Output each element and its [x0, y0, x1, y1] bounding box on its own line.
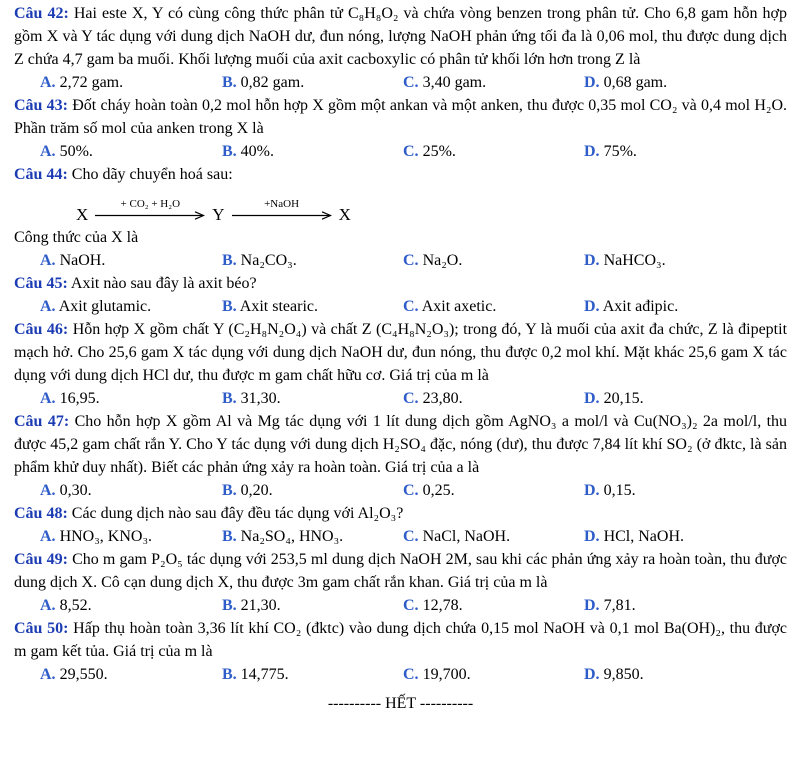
end-marker: ---------- HẾT ---------- [327, 695, 474, 712]
option-letter: A. [40, 528, 56, 545]
option-d [584, 525, 787, 548]
option-b [222, 479, 403, 502]
question-body: Các dung dịch nào sau đây đều tác dụng với Al₂O₃? [71, 505, 404, 522]
question-46 [14, 318, 787, 410]
question-label: Câu 45: [14, 275, 68, 292]
option-letter: D. [584, 143, 600, 160]
option-letter: B. [222, 597, 237, 614]
option-c [403, 663, 584, 686]
option-a [40, 594, 222, 617]
question-paragraph [14, 163, 787, 186]
option-letter: A. [40, 143, 56, 160]
option-c [403, 594, 584, 617]
scheme-species-x2: X [338, 205, 351, 224]
option-text: NaOH. [59, 252, 106, 269]
option-text: 50%. [59, 143, 93, 160]
option-a [40, 663, 222, 686]
question-48 [14, 502, 787, 548]
question-47 [14, 410, 787, 502]
option-letter: B. [222, 298, 237, 315]
question-label: Câu 42: [14, 5, 69, 22]
option-text: 19,700. [422, 666, 471, 683]
options-row [14, 387, 787, 410]
option-text: 75%. [603, 143, 637, 160]
option-a [40, 71, 222, 94]
option-text: 31,30. [240, 390, 281, 407]
right-arrow-icon [95, 211, 205, 220]
options-row [14, 525, 787, 548]
question-body: Cho m gam P₂O₅ tác dụng với 253,5 ml dung dịch NaOH 2M, sau khi các phản ứng xảy ra hoàn toàn, thu được dung dịch X. Cô cạn dung dịch X, thu được 3m gam chất rắn khan. Giá trị của m là [14, 551, 788, 591]
option-text: Na₂CO₃. [240, 252, 297, 269]
question-body: Đốt cháy hoàn toàn 0,2 mol hỗn hợp X gồm một ankan và một anken, thu được 0,35 mol CO₂ và 0,4 mol H₂O. Phần trăm số mol của anken trong X là [14, 97, 788, 137]
option-letter: D. [584, 298, 600, 315]
options-row [14, 249, 787, 272]
option-d [584, 594, 787, 617]
option-b [222, 663, 403, 686]
option-letter: A. [40, 252, 56, 269]
option-letter: D. [584, 482, 600, 499]
reaction-scheme [14, 186, 787, 226]
arrow-reagents-label: +NaOH [264, 198, 300, 210]
options-row [14, 594, 787, 617]
question-body: Hai este X, Y có cùng công thức phân tử C₈H₈O₂ và chứa vòng benzen trong phân tử. Cho 6,8 gam hỗn hợp gồm X và Y tác dụng với dung dịch NaOH dư, đun nóng, lượng NaOH phản ứng tối đa là 0,06 mol, thu được dung dịch Z chứa 4,7 gam ba muối. Khối lượng muối của axit cacboxylic có phân tử khối lớn hơn trong Z là [14, 5, 788, 68]
option-c [403, 387, 584, 410]
option-a [40, 479, 222, 502]
option-d [584, 71, 787, 94]
option-d [584, 249, 787, 272]
question-body: Hấp thụ hoàn toàn 3,36 lít khí CO₂ (đktc) vào dung dịch chứa 0,15 mol NaOH và 0,1 mol Ba(OH)₂, thu được m gam kết tủa. Giá trị của m là [14, 620, 788, 660]
question-body: Cho hỗn hợp X gồm Al và Mg tác dụng với 1 lít dung dịch gồm AgNO₃ a mol/l và Cu(NO₃)₂ 2a mol/l, thu được 45,2 gam chất rắn Y. Cho Y tác dụng với dung dịch H₂SO₄ đặc, nóng (dư), thu được 7,84 lít khí SO₂ (ở đktc, là sản phẩm khử duy nhất). Biết các phản ứng xảy ra hoàn toàn. Giá trị của a là [14, 413, 788, 476]
option-b [222, 71, 403, 94]
option-text: 7,81. [603, 597, 636, 614]
option-text: 0,15. [603, 482, 636, 499]
option-letter: B. [222, 252, 237, 269]
option-a [40, 525, 222, 548]
option-text: 0,82 gam. [240, 74, 305, 91]
option-text: Na₂O. [422, 252, 463, 269]
options-row [14, 140, 787, 163]
option-letter: D. [584, 252, 600, 269]
option-a [40, 387, 222, 410]
option-letter: B. [222, 74, 237, 91]
option-b [222, 594, 403, 617]
scheme-species-y: Y [212, 205, 225, 224]
option-letter: D. [584, 597, 600, 614]
option-letter: D. [584, 528, 600, 545]
options-row [14, 663, 787, 686]
question-post-text: Công thức của X là [14, 229, 139, 246]
option-c [403, 71, 584, 94]
option-text: 20,15. [603, 390, 644, 407]
option-d [584, 295, 787, 318]
option-d [584, 140, 787, 163]
option-letter: C. [403, 298, 419, 315]
option-text: 23,80. [422, 390, 463, 407]
reaction-arrow-1 [95, 198, 205, 220]
option-text: Axit axetic. [421, 298, 497, 315]
option-text: 0,25. [422, 482, 455, 499]
option-letter: B. [222, 666, 237, 683]
option-letter: D. [584, 390, 600, 407]
question-body: Cho dãy chuyển hoá sau: [71, 166, 233, 183]
option-text: 9,850. [603, 666, 644, 683]
option-a [40, 295, 222, 318]
option-text: Axit stearic. [239, 298, 318, 315]
question-label: Câu 47: [14, 413, 70, 430]
right-arrow-icon [232, 211, 332, 220]
question-body: Axit nào sau đây là axit béo? [70, 275, 257, 292]
options-row [14, 71, 787, 94]
option-c [403, 249, 584, 272]
question-49 [14, 548, 787, 617]
question-50 [14, 617, 787, 686]
option-text: 3,40 gam. [422, 74, 487, 91]
option-text: HCl, NaOH. [603, 528, 684, 545]
reaction-arrow-2 [232, 198, 332, 220]
option-b [222, 295, 403, 318]
option-letter: A. [40, 298, 56, 315]
option-letter: C. [403, 143, 419, 160]
question-body: Hỗn hợp X gồm chất Y (C₂H₈N₂O₄) và chất Z (C₄H₈N₂O₃); trong đó, Y là muối của axit đa chức, Z là đipeptit mạch hở. Cho 25,6 gam X tác dụng với dung dịch NaOH dư, đun nóng, thu được 0,2 mol khí. Mặt khác 25,6 gam X tác dụng với dung dịch HCl dư, thu được m gam chất hữu cơ. Giá trị của m là [14, 321, 788, 384]
question-paragraph [14, 502, 787, 525]
option-b [222, 525, 403, 548]
question-label: Câu 50: [14, 620, 69, 637]
question-label: Câu 49: [14, 551, 68, 568]
question-label: Câu 44: [14, 166, 68, 183]
option-c [403, 140, 584, 163]
option-text: Axit glutamic. [58, 298, 152, 315]
options-row [14, 479, 787, 502]
option-letter: C. [403, 482, 419, 499]
question-label: Câu 43: [14, 97, 69, 114]
option-letter: A. [40, 597, 56, 614]
question-paragraph [14, 548, 787, 594]
option-b [222, 387, 403, 410]
option-text: 8,52. [59, 597, 92, 614]
option-d [584, 387, 787, 410]
option-letter: A. [40, 482, 56, 499]
option-letter: C. [403, 252, 419, 269]
option-text: 14,775. [240, 666, 289, 683]
option-text: Na₂SO₄, HNO₃. [240, 528, 344, 545]
option-b [222, 140, 403, 163]
option-letter: A. [40, 74, 56, 91]
option-text: 16,95. [59, 390, 100, 407]
option-letter: B. [222, 390, 237, 407]
option-text: 0,68 gam. [603, 74, 668, 91]
option-text: 21,30. [240, 597, 281, 614]
option-letter: B. [222, 482, 237, 499]
option-a [40, 140, 222, 163]
option-letter: C. [403, 666, 419, 683]
option-letter: B. [222, 143, 237, 160]
question-paragraph [14, 94, 787, 140]
option-c [403, 525, 584, 548]
question-paragraph [14, 617, 787, 663]
option-d [584, 663, 787, 686]
option-letter: B. [222, 528, 237, 545]
option-letter: C. [403, 597, 419, 614]
option-text: 2,72 gam. [59, 74, 124, 91]
option-text: 0,20. [240, 482, 273, 499]
option-letter: C. [403, 74, 419, 91]
question-43 [14, 94, 787, 163]
question-paragraph [14, 272, 787, 295]
option-text: NaHCO₃. [603, 252, 666, 269]
option-text: 25%. [422, 143, 456, 160]
option-text: Axit ađipic. [602, 298, 679, 315]
arrow-reagents-label: + CO₂ + H₂O [120, 198, 181, 210]
option-a [40, 249, 222, 272]
option-letter: A. [40, 666, 56, 683]
scheme-species-x1: X [76, 205, 89, 224]
question-paragraph [14, 410, 787, 479]
option-text: 29,550. [59, 666, 108, 683]
option-letter: C. [403, 390, 419, 407]
question-45 [14, 272, 787, 318]
option-text: 0,30. [59, 482, 92, 499]
option-c [403, 479, 584, 502]
option-b [222, 249, 403, 272]
question-paragraph [14, 2, 787, 71]
option-letter: C. [403, 528, 419, 545]
options-row [14, 295, 787, 318]
option-letter: A. [40, 390, 56, 407]
question-label: Câu 48: [14, 505, 68, 522]
question-42 [14, 2, 787, 94]
option-text: 12,78. [422, 597, 463, 614]
option-text: NaCl, NaOH. [422, 528, 511, 545]
option-d [584, 479, 787, 502]
question-44 [14, 163, 787, 272]
option-text: HNO₃, KNO₃. [59, 528, 153, 545]
question-label: Câu 46: [14, 321, 69, 338]
option-letter: D. [584, 74, 600, 91]
option-letter: D. [584, 666, 600, 683]
option-c [403, 295, 584, 318]
option-text: 40%. [240, 143, 274, 160]
question-paragraph [14, 318, 787, 387]
